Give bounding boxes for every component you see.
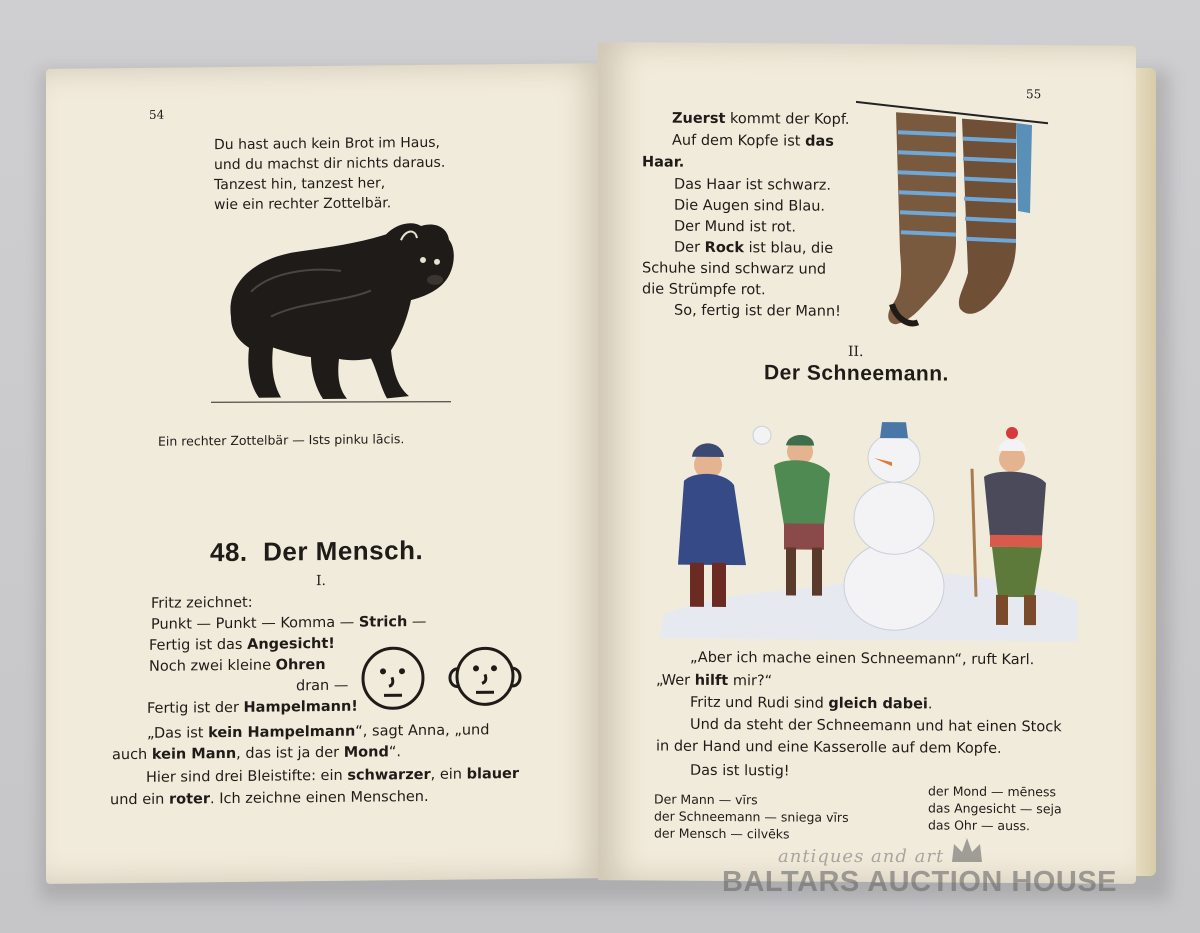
left-page	[46, 63, 606, 884]
lesson-title: 48. Der Mensch.	[210, 534, 424, 568]
boy-middle	[753, 426, 830, 596]
right-page	[598, 42, 1136, 884]
line-9: die Strümpfe rot.	[642, 281, 766, 299]
vocab-list-right	[928, 782, 1062, 834]
text: kommt der Kopf.	[725, 111, 850, 128]
text: , ein	[430, 766, 467, 783]
page-number: 55	[1026, 87, 1042, 102]
line-5: Die Augen sind Blau.	[674, 197, 826, 215]
vocab-item: der Schneemann — sniega vīrs	[654, 808, 849, 825]
bold-word: Rock	[704, 239, 745, 257]
text: “.	[388, 744, 401, 761]
bold-word: hilft	[694, 672, 729, 690]
text: —	[407, 613, 427, 631]
story-line-5: in der Hand und eine Kasserolle auf dem Kopfe.	[656, 738, 1002, 757]
vocab-item: der Mensch — cilvēks	[654, 825, 790, 842]
text: und ein	[110, 791, 169, 809]
page-number: 54	[149, 107, 165, 122]
bold-word: kein Mann	[151, 745, 237, 763]
line-3: Haar.	[642, 154, 685, 171]
vocab-list-left	[654, 791, 849, 843]
bold-word: Angesicht!	[247, 635, 335, 653]
line-10: So, fertig ist der Mann!	[674, 302, 841, 320]
bold-word: blauer	[466, 765, 520, 783]
text: Noch zwei kleine	[149, 657, 276, 675]
text: “, sagt Anna, „und	[355, 722, 490, 740]
vocab-item: Der Mann — vīrs	[654, 791, 758, 808]
text: „Das ist	[147, 725, 209, 742]
poem	[214, 133, 445, 215]
text: . Ich zeichne einen Menschen.	[209, 788, 429, 808]
crown-icon	[950, 836, 984, 864]
face-drawing-icon	[358, 643, 428, 714]
line-10	[110, 787, 429, 811]
line-4	[149, 655, 326, 677]
bear-caption: Ein rechter Zottelbär — Ists pinku lācis.	[158, 431, 405, 449]
section-title: Der Schneemann.	[764, 361, 949, 386]
line-9	[146, 764, 519, 788]
text: Punkt — Punkt — Komma —	[151, 614, 359, 633]
text: Hier sind drei Bleistifte: ein	[146, 767, 348, 786]
line-8	[112, 742, 401, 766]
line-4: Das Haar ist schwarz.	[674, 176, 831, 194]
bold-word: kein Hampelmann	[208, 723, 356, 742]
story-line-3	[690, 693, 933, 715]
poem-line: wie ein rechter Zottelbär.	[214, 195, 392, 214]
vocab-item: das Angesicht — seja	[928, 800, 1062, 817]
stockings-illustration	[856, 92, 1052, 343]
text: auch	[112, 746, 152, 764]
poem-line: Du hast auch kein Brot im Haus,	[214, 134, 440, 154]
poem-line: Tanzest hin, tanzest her,	[214, 175, 386, 194]
bear-illustration	[211, 220, 461, 413]
text: mir?“	[728, 673, 773, 690]
bold-word: das	[805, 133, 834, 150]
poem-line: und du machst dir nichts daraus.	[214, 154, 446, 174]
line-2	[151, 612, 426, 635]
line-7	[147, 720, 489, 744]
text: Der	[674, 239, 705, 256]
watermark-brand: BALTARS AUCTION HOUSE	[722, 866, 1118, 898]
boy-left	[678, 443, 746, 607]
bold-word: Zuerst	[672, 110, 726, 128]
line-5: dran —	[296, 677, 349, 695]
line-3	[149, 634, 335, 656]
text: Auf dem Kopfe ist	[672, 132, 806, 150]
page-stack-edge	[1134, 68, 1156, 876]
line-8: Schuhe sind schwarz und	[642, 260, 827, 278]
bold-word: gleich dabei	[828, 695, 928, 713]
story-line-1: „Aber ich mache einen Schneemann“, ruft Karl.	[690, 649, 1035, 669]
section-number: II.	[848, 343, 864, 360]
text: Fertig ist der	[147, 699, 244, 717]
text: Fritz und Rudi sind	[690, 694, 829, 712]
face-with-ears-icon	[444, 640, 526, 713]
vocab-item: der Mond — mēness	[928, 783, 1056, 800]
text: , das ist ja der	[236, 744, 344, 762]
bold-word: schwarzer	[347, 766, 431, 784]
section-number: I.	[316, 573, 326, 590]
line-1: Fritz zeichnet:	[151, 594, 253, 612]
story-line-2	[656, 671, 772, 692]
line-1	[672, 109, 850, 131]
line-2	[672, 131, 834, 153]
line-6	[147, 697, 358, 720]
bold-word: Hampelmann!	[243, 698, 358, 716]
text: ist blau, die	[744, 240, 834, 257]
text: Fertig ist das	[149, 636, 248, 654]
vocab-item: das Ohr — auss.	[928, 817, 1031, 834]
line-6: Der Mund ist rot.	[674, 218, 797, 236]
bold-word: Strich	[358, 614, 408, 631]
story-line-4: Und da steht der Schneemann und hat einen Stock	[690, 716, 1062, 736]
line-7	[674, 238, 833, 260]
bold-word: Mond	[343, 744, 389, 761]
bold-word: roter	[168, 791, 210, 808]
bold-word: Ohren	[275, 657, 326, 674]
text: „Wer	[656, 672, 695, 689]
snowman-illustration	[654, 395, 1082, 644]
story-line-6: Das ist lustig!	[690, 762, 790, 780]
watermark-tagline: antiques and art	[778, 846, 945, 867]
text: .	[927, 696, 933, 713]
